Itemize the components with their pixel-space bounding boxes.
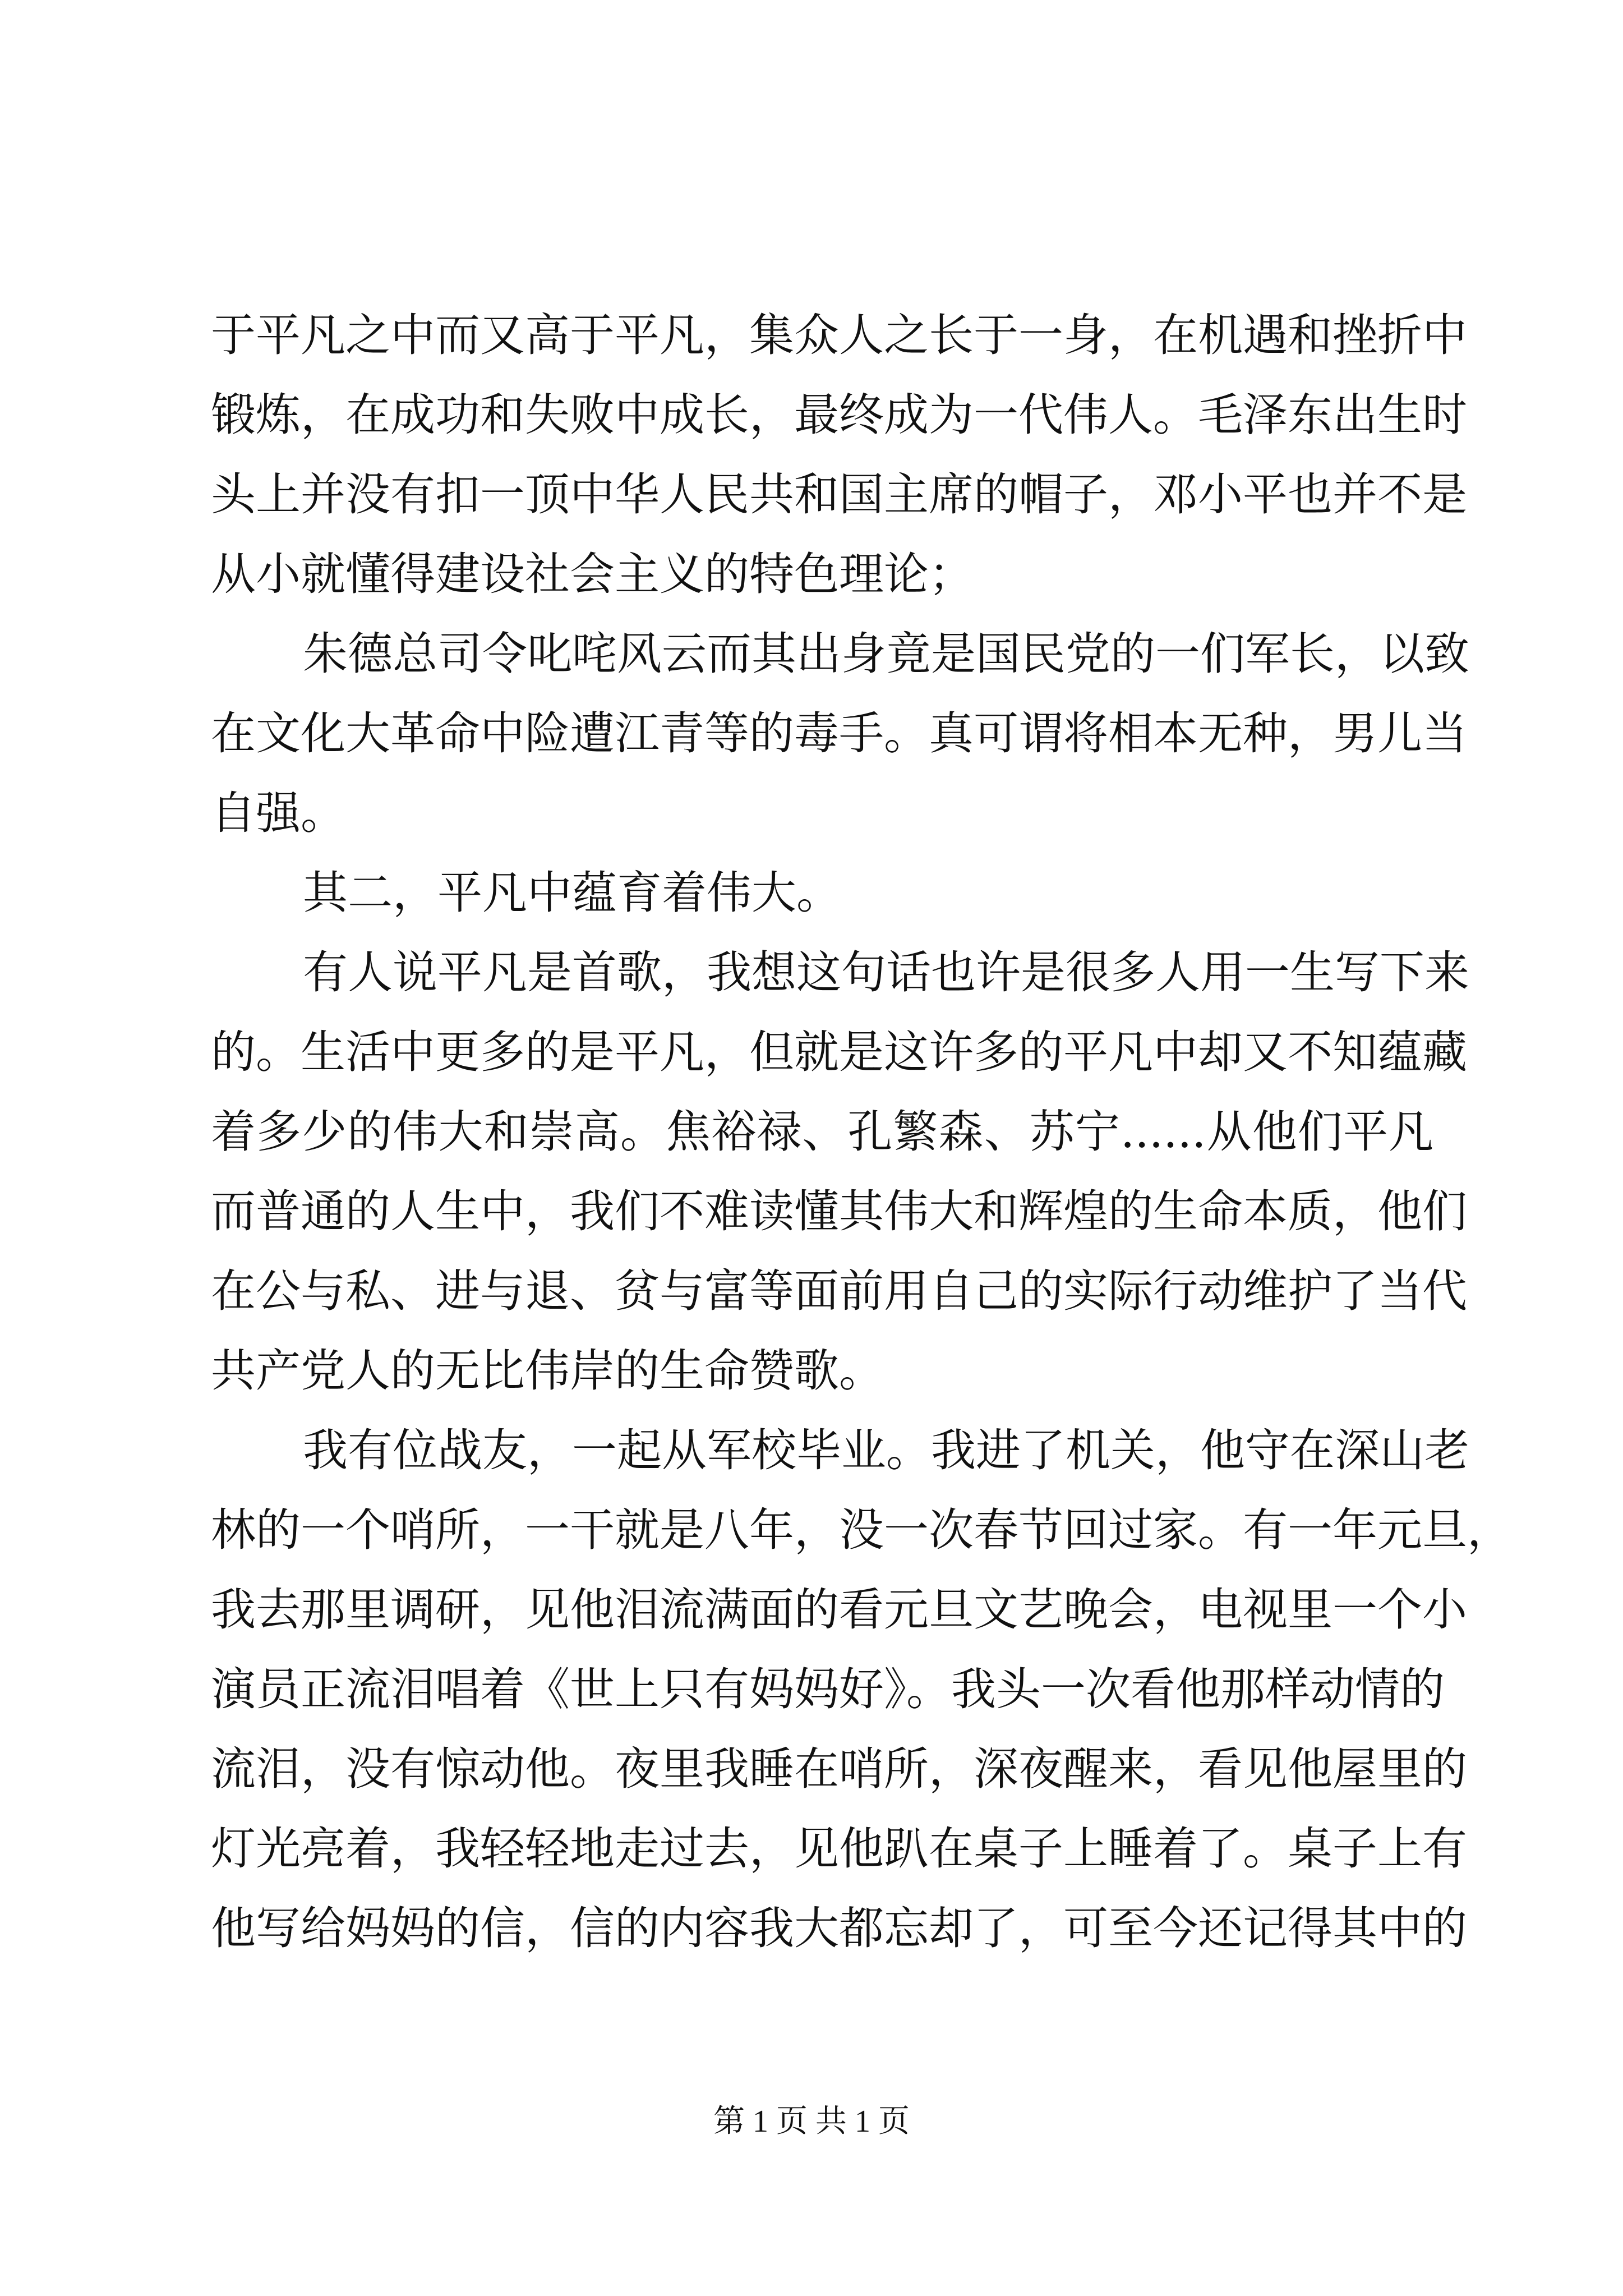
text-line: 着多少的伟大和崇高。焦裕禄、孔繁森、苏宁......从他们平凡	[211, 1106, 1433, 1158]
text-line: 我去那里调研，见他泪流满面的看元旦文艺晚会，电视里一个小	[211, 1584, 1467, 1636]
text-line: 自强。	[211, 787, 345, 839]
text-line: 流泪，没有惊动他。夜里我睡在哨所，深夜醒来，看见他屋里的	[211, 1743, 1467, 1795]
text-line: 灯光亮着，我轻轻地走过去，见他趴在桌子上睡着了。桌子上有	[211, 1823, 1467, 1875]
text-line: 在公与私、进与退、贫与富等面前用自己的实际行动维护了当代	[211, 1265, 1467, 1317]
text-line: 锻炼，在成功和失败中成长，最终成为一代伟人。毛泽东出生时	[211, 389, 1467, 441]
section-heading: 其二，平凡中蕴育着伟大。	[303, 867, 841, 919]
text-line: 林的一个哨所，一干就是八年，没一次春节回过家。有一年元旦，	[211, 1504, 1512, 1556]
text-line: 演员正流泪唱着《世上只有妈妈好》。我头一次看他那样动情的	[211, 1663, 1445, 1715]
page-number-footer: 第 1 页 共 1 页	[713, 2104, 910, 2139]
text-line: 从小就懂得建设社会主义的特色理论；	[211, 548, 974, 600]
paragraph-first-line: 有人说平凡是首歌，我想这句话也许是很多人用一生写下来	[303, 946, 1469, 999]
paragraph-first-line: 朱德总司令叱咤风云而其出身竟是国民党的一们军长，以致	[303, 628, 1469, 680]
text-line: 于平凡之中而又高于平凡，集众人之长于一身，在机遇和挫折中	[211, 309, 1467, 361]
text-line: 而普通的人生中，我们不难读懂其伟大和辉煌的生命本质，他们	[211, 1185, 1467, 1237]
paragraph-first-line: 我有位战友，一起从军校毕业。我进了机关，他守在深山老	[303, 1424, 1469, 1476]
text-line: 在文化大革命中险遭江青等的毒手。真可谓将相本无种，男儿当	[211, 707, 1467, 760]
text-line: 头上并没有扣一顶中华人民共和国主席的帽子，邓小平也并不是	[211, 468, 1467, 521]
text-line: 他写给妈妈的信，信的内容我大都忘却了，可至今还记得其中的	[211, 1902, 1467, 1954]
text-line: 的。生活中更多的是平凡，但就是这许多的平凡中却又不知蕴藏	[211, 1026, 1467, 1078]
text-line: 共产党人的无比伟岸的生命赞歌。	[211, 1345, 884, 1397]
